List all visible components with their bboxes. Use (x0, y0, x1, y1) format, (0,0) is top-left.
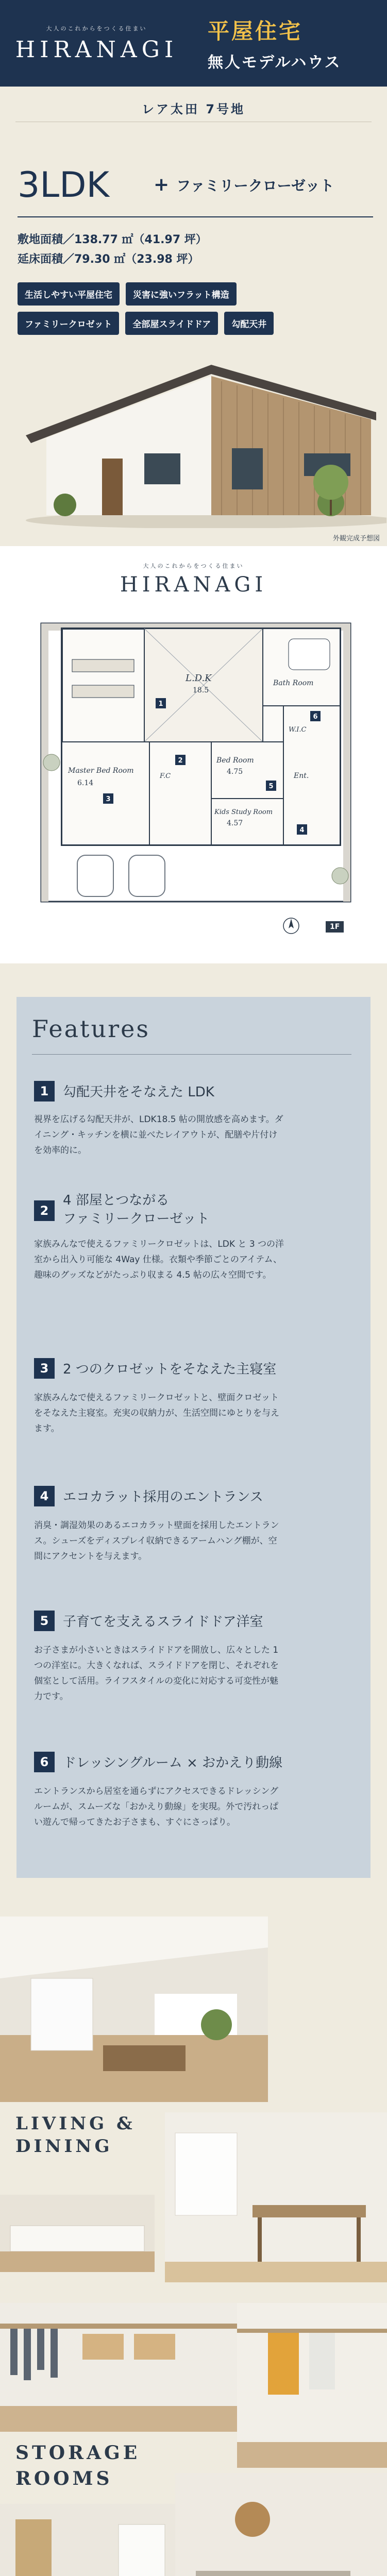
room-bed-label: Bed Room (216, 756, 254, 765)
plus-icon: + (154, 174, 170, 195)
feature-tag: ファミリークロゼット (18, 312, 119, 335)
brand-tagline: 大人のこれからをつくる住まい (46, 25, 147, 32)
brand-logo: HIRANAGI (15, 36, 178, 63)
room-kids-size: 4.57 (227, 819, 243, 827)
feature-tags (18, 282, 306, 335)
feature-tag: 災害に強いフラット構造 (126, 282, 237, 306)
feature-number: 6 (34, 1752, 55, 1772)
feature-title: 2 つのクロゼットをそなえた主寝室 (63, 1362, 277, 1377)
divider (18, 216, 373, 217)
storage-photo (0, 2303, 237, 2432)
feature-tag: 生活しやすい平屋住宅 (18, 282, 120, 306)
feature-description: 家族みんなで使えるファミリークロゼットと、壁面クロゼット をそなえた主寝室。充実の収納力が、生活空間にゆとりを与え ます。 (34, 1393, 279, 1434)
plan-brand-tagline: 大人のこれからをつくる住まい (143, 563, 244, 569)
brand-block (0, 0, 193, 87)
feature-number: 5 (34, 1611, 55, 1631)
feature-description: お子さまが小さいときはスライドドアを開放し、広々とした 1 つの洋室に。大きくなれば、スライドドアを閉じ、それぞれを 個室として活用。ライフスタイルの変化に対応する可変性が魅 力です。 (34, 1645, 279, 1702)
plan-marker: 6 (313, 713, 318, 721)
feature-description: エントランスから居室を通らずにアクセスできるドレッシング ルームが、スムーズな「おかえり動線」を実現。外で汚れっぱ い遊んで帰ってきたお子さまも、すぐにさっぱり。 (34, 1786, 279, 1827)
section-title-storage: STORAGE (15, 2442, 141, 2464)
room-master-size: 6.14 (77, 779, 94, 787)
plan-marker: 5 (268, 783, 274, 790)
features-heading: Features (32, 1015, 150, 1043)
header-title-block (193, 0, 387, 87)
room-photo (0, 2504, 175, 2576)
section-title-living: LIVING & DINING (15, 2113, 136, 2157)
feature-number: 3 (34, 1358, 55, 1379)
feature-title: 勾配天井をそなえた LDK (63, 1084, 214, 1100)
header-title-sub: 無人モデルハウス (208, 54, 342, 72)
room-bed-size: 4.75 (227, 768, 243, 776)
plan-brand (0, 562, 387, 597)
header-banner (0, 0, 387, 87)
feature-title: 子育てを支えるスライドドア洋室 (63, 1614, 263, 1630)
floor-label: 1F (326, 921, 344, 933)
plan-brand-logo: HIRANAGI (120, 573, 267, 597)
closet-photo (237, 2303, 387, 2468)
floor-area: 延床面積／79.30 ㎡（23.98 坪） (18, 253, 199, 266)
dining-photo (165, 2112, 387, 2282)
compass-icon (282, 917, 300, 935)
layout-name: 3LDK (18, 165, 110, 206)
layout-extra (154, 174, 334, 195)
room-ldk-label: L.D.K (186, 673, 212, 684)
divider (32, 1054, 351, 1055)
plan-marker: 2 (178, 757, 183, 765)
feature-title: ドレッシングルーム × おかえり動線 (63, 1755, 283, 1771)
floor-plan (21, 608, 366, 917)
feature-tag: 勾配天井 (224, 312, 274, 335)
room-entrance-label: Ent. (294, 772, 309, 780)
header-title-main: 平屋住宅 (208, 19, 303, 44)
plan-marker: 1 (158, 700, 163, 708)
room-wic-label: W.I.C (289, 726, 307, 734)
plan-marker: 4 (299, 826, 305, 834)
bedroom-photo (175, 2473, 387, 2576)
room-closet-label: F.C (160, 772, 171, 780)
room-bath-label: Bath Room (273, 679, 314, 687)
living-photo (0, 1917, 268, 2102)
feature-title: 4 部屋とつながる ファミリークローゼット (63, 1193, 210, 1227)
site-area: 敷地面積／138.77 ㎡（41.97 坪） (18, 233, 207, 246)
feature-number: 4 (34, 1486, 55, 1506)
feature-description: 消臭・調湿効果のあるエコカラット壁面を採用したエントラン ス。シューズをディスプレイ収納できるアームハング棚が、空 間にアクセントを与えます。 (34, 1520, 279, 1562)
feature-description: 視界を広げる勾配天井が、LDK18.5 帖の開放感を高めます。ダ イニング・キッチンを横に並べたレイアウトが、配膳や片付け を効率的に。 (34, 1114, 283, 1156)
house-exterior-image (15, 350, 386, 528)
feature-number: 1 (34, 1081, 55, 1101)
plan-marker: 3 (106, 795, 111, 803)
location-label: レア太田 7号地 (141, 102, 246, 116)
section-title-rooms: ROOMS (15, 2468, 113, 2489)
feature-description: 家族みんなで使えるファミリークロゼットは、LDK と 3 つの洋 室から出入り可能な 4Way 仕様。衣類や季節ごとのアイテム、 趣味のグッズなどがたっぷり収まる 4.5 帖の広々空間です。 (34, 1239, 284, 1280)
feature-number: 2 (34, 1200, 55, 1221)
room-master-label: Master Bed Room (68, 767, 134, 775)
kitchen-photo (0, 2195, 155, 2272)
room-kids-label: Kids Study Room (214, 808, 273, 816)
room-ldk-size: 18.5 (193, 686, 209, 694)
perspective-note: 外観完成予想図 (332, 535, 380, 543)
layout-extra-label: ファミリークローゼット (176, 177, 334, 194)
feature-tag: 全部屋スライドドア (125, 312, 218, 335)
feature-title: エコカラット採用のエントランス (63, 1489, 263, 1505)
